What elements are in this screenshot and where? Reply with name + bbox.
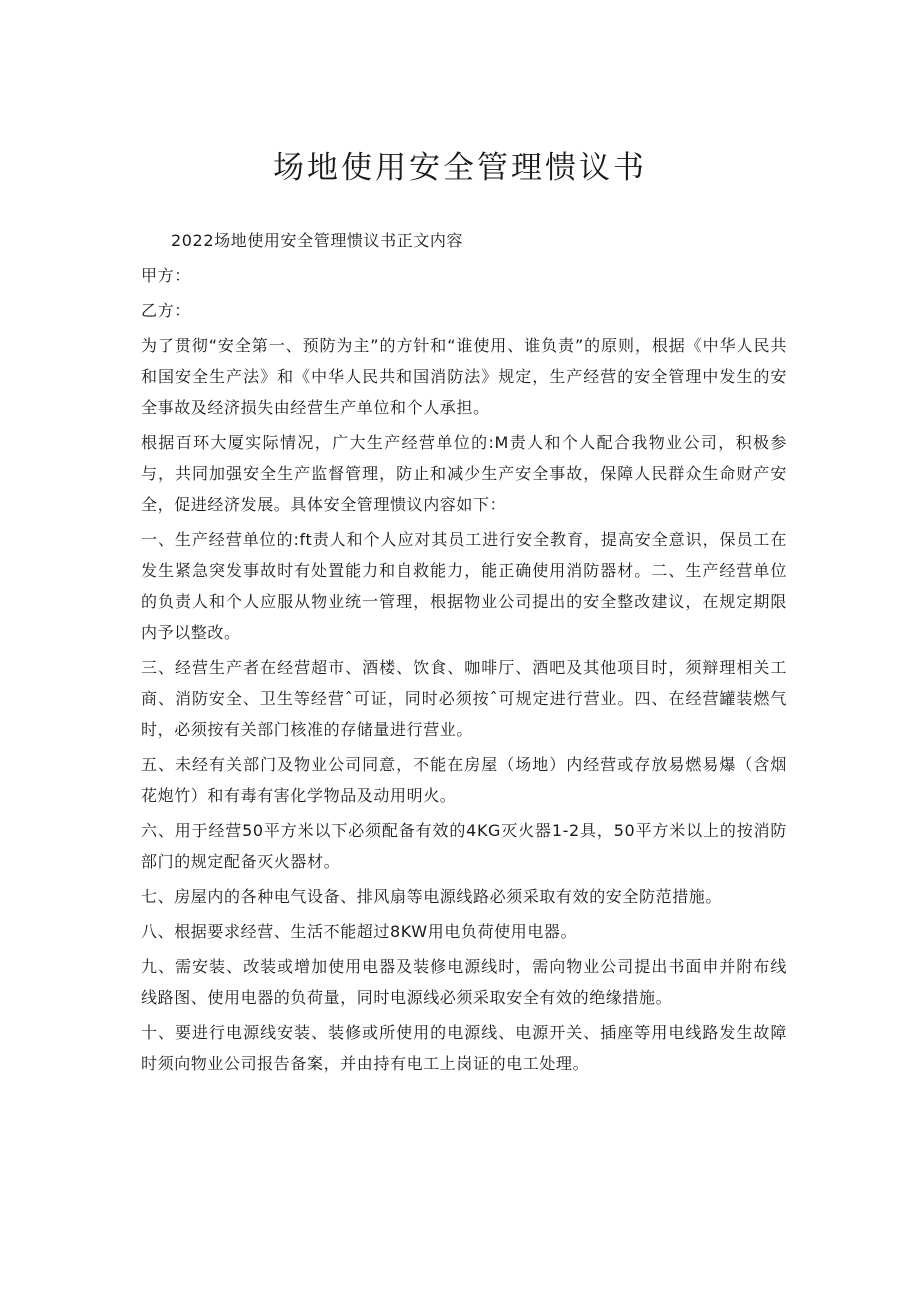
document-subtitle: 2022场地使用安全管理愦议书正文内容 [171,231,464,250]
paragraph-clause-5: 五、未经有关部门及物业公司同意，不能在房屋（场地）内经营或存放易燃易爆（含烟花炮竹）和有毒有害化学物品及动用明火。 [141,755,787,805]
paragraph-clause-8: 八、根据要求经营、生活不能超过8KW用电负荷使用电器。 [141,922,578,941]
paragraph-preamble: 为了贯彻“安全第一、预防为主”的方针和“谁使用、谁负责”的原则，根据《中华人民共和国安全生产法》和《中华人民共和国消防法》规定，生产经营的安全管理中发生的安全事故及经济损失由经营生产单位和个人承担。 [141,336,787,417]
party-a-label: 甲方： [141,266,191,285]
paragraph-clause-1-2: 一、生产经营单位的:ft责人和个人应对其员工进行安全教育，提高安全意识，保员工在发生紧急突发事故时有处置能力和自救能力，能正确使用消防器材。二、生产经营单位的负责人和个人应服从物业统一管理，根据物业公司提出的安全整改建议，在规定期限内予以整改。 [141,530,787,642]
paragraph-clause-7: 七、房屋内的各种电气设备、排风扇等电源线路必须采取有效的安全防范措施。 [141,887,723,906]
paragraph-clause-3-4: 三、经营生产者在经营超市、酒楼、饮食、咖啡厅、酒吧及其他项目时，须辩理相关工商、消防安全、卫生等经营ˆ可证，同时必须按ˆ可规定进行营业。四、在经营罐装燃气时，必须按有关部门核准的存储量进行营业。 [141,658,787,739]
party-b-label: 乙方： [141,301,191,320]
paragraph-background: 根据百环大厦实际情况，广大生产经营单位的:M责人和个人配合我物业公司，积极参与，共同加强安全生产监督管理，防止和减少生产安全事故，保障人民群众生命财产安全，促进经济发展。具体安全管理愦议内容如下： [141,433,787,514]
paragraph-clause-10: 十、要进行电源线安装、装修或所使用的电源线、电源开关、插座等用电线路发生故障时须向物业公司报告备案，并由持有电工上岗证的电工处理。 [141,1023,787,1073]
document-body [141,225,787,1083]
document-title: 场地使用安全管理愦议书 [273,150,647,186]
paragraph-clause-6: 六、用于经营50平方米以下必须配备有效的4KG灭火器1-2具，50平方米以上的按消防部门的规定配备灭火器材。 [141,821,787,871]
paragraph-clause-9: 九、需安装、改装或增加使用电器及装修电源线时，需向物业公司提出书面申并附布线线路图、使用电器的负荷量，同时电源线必须采取安全有效的绝缘措施。 [141,957,787,1007]
